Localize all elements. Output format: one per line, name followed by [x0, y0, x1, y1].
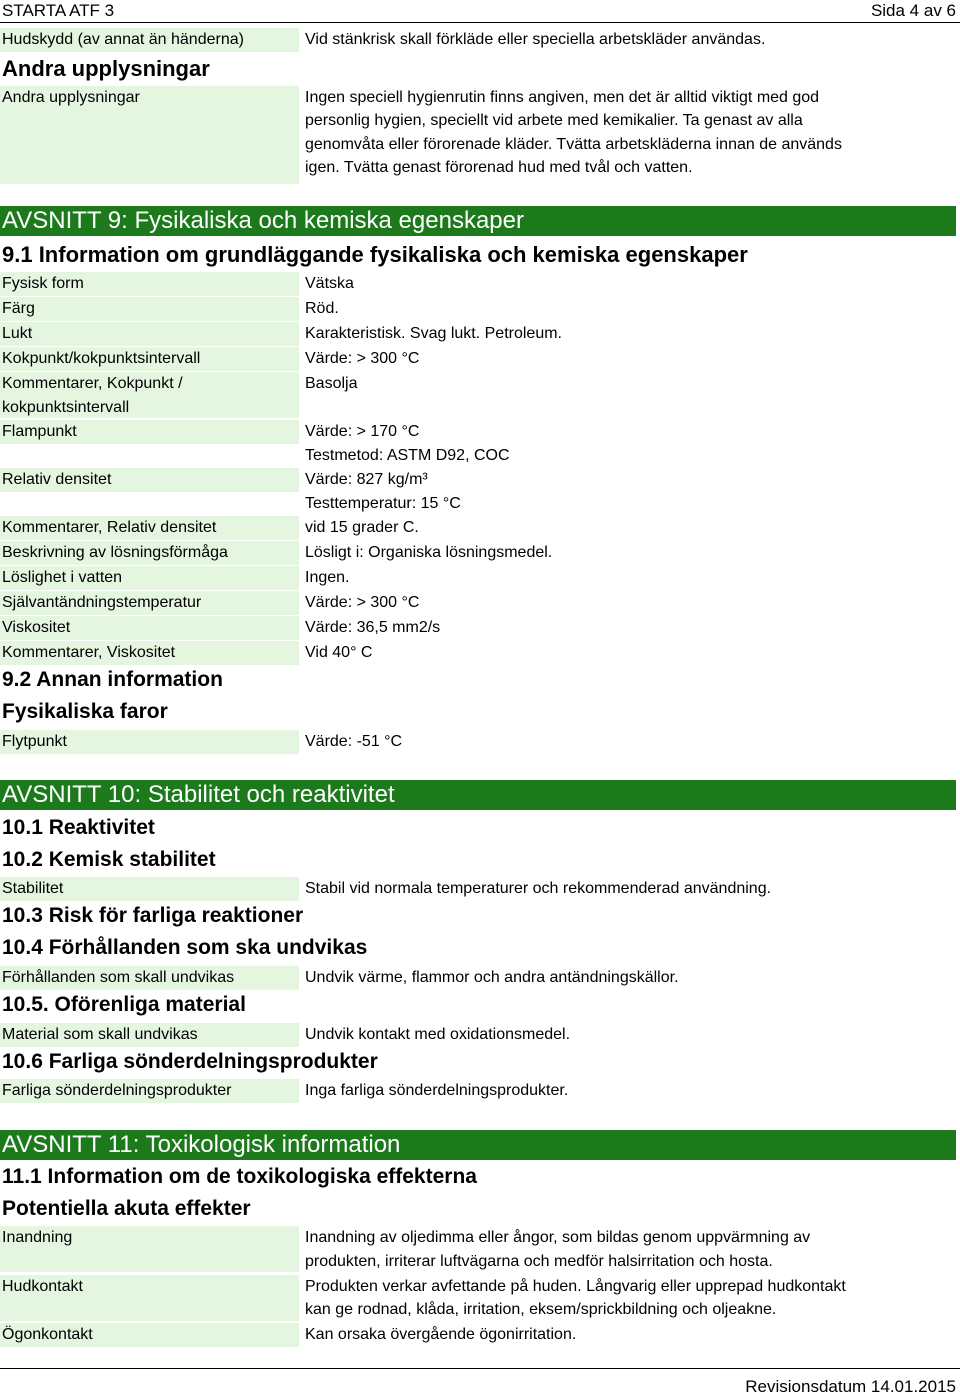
- label-losningsformaga: Beskrivning av lösningsförmåga: [0, 541, 299, 565]
- value-stabilitet: Stabil vid normala temperaturer och rekommenderad användning.: [305, 880, 772, 897]
- value-hudkontakt-line1: Produkten verkar avfettande på huden. Långvarig eller upprepad hudkontakt: [305, 1278, 846, 1295]
- value-andra-line-3: genomvåta eller förorenade kläder. Tvätta arbetskläderna innan de används: [305, 136, 842, 153]
- heading-11-1: 11.1 Information om de toxikologiska effekterna: [2, 1165, 477, 1188]
- value-andra-line-4: igen. Tvätta genast förorenad hud med tvål och vatten.: [305, 159, 693, 176]
- header-page-number: Sida 4 av 6: [870, 1, 956, 20]
- label-flytpunkt: Flytpunkt: [0, 730, 299, 754]
- footer-divider: [0, 1368, 960, 1369]
- label-andra-upplysningar: Andra upplysningar: [0, 86, 299, 184]
- value-flytpunkt: Värde: -51 °C: [305, 733, 403, 750]
- value-kommentarer-viskositet: Vid 40° C: [305, 644, 373, 661]
- heading-10-4: 10.4 Förhållanden som ska undvikas: [2, 936, 368, 959]
- label-relativ-densitet: Relativ densitet: [0, 468, 299, 492]
- value-hudkontakt-line2: kan ge rodnad, klåda, irritation, eksem/sprickbildning och oljeakne.: [305, 1301, 777, 1318]
- label-lukt: Lukt: [0, 322, 299, 346]
- value-forhallanden: Undvik värme, flammor och andra antändningskällor.: [305, 969, 679, 986]
- heading-andra-upplysningar: Andra upplysningar: [2, 56, 210, 81]
- value-hudskydd: Vid stänkrisk skall förkläde eller speciella arbetskläder användas.: [305, 31, 766, 48]
- label-hudkontakt: Hudkontakt: [0, 1275, 299, 1321]
- value-loslighet-vatten: Ingen.: [305, 569, 350, 586]
- heading-fysikaliska-faror: Fysikaliska faror: [2, 700, 168, 723]
- value-kommentarer-densitet: vid 15 grader C.: [305, 519, 419, 536]
- value-sjalvantandning: Värde: > 300 °C: [305, 594, 420, 611]
- value-inandning-line2: produkten, irriterar luftvägarna och medför halsirritation och hosta.: [305, 1253, 773, 1270]
- heading-9-1: 9.1 Information om grundläggande fysikaliska och kemiska egenskaper: [2, 242, 748, 267]
- label-farg: Färg: [0, 297, 299, 321]
- value-viskositet: Värde: 36,5 mm2/s: [305, 619, 441, 636]
- heading-10-6: 10.6 Farliga sönderdelningsprodukter: [2, 1050, 378, 1073]
- heading-10-1: 10.1 Reaktivitet: [2, 816, 155, 839]
- label-kokpunkt: Kokpunkt/kokpunktsintervall: [0, 347, 299, 371]
- value-andra-line-2: personlig hygien, speciellt vid arbete med kemikalier. Ta genast av alla: [305, 112, 803, 129]
- heading-10-2: 10.2 Kemisk stabilitet: [2, 848, 216, 871]
- heading-10-3: 10.3 Risk för farliga reaktioner: [2, 904, 304, 927]
- label-flampunkt: Flampunkt: [0, 420, 299, 444]
- value-flampunkt: Värde: > 170 °C: [305, 423, 420, 440]
- label-kommentarer-densitet: Kommentarer, Relativ densitet: [0, 516, 299, 540]
- label-hudskydd: Hudskydd (av annat än händerna): [0, 28, 299, 52]
- label-kommentarer-kokpunkt-line1: Kommentarer, Kokpunkt /: [2, 375, 183, 392]
- label-viskositet: Viskositet: [0, 616, 299, 640]
- section-10-title: AVSNITT 10: Stabilitet och reaktivitet: [0, 780, 956, 810]
- footer-revision-date: Revisionsdatum 14.01.2015: [745, 1377, 956, 1396]
- label-loslighet-vatten: Löslighet i vatten: [0, 566, 299, 590]
- value-relativ-densitet: Värde: 827 kg/m³: [305, 471, 428, 488]
- value-lukt: Karakteristisk. Svag lukt. Petroleum.: [305, 325, 562, 342]
- label-forhallanden: Förhållanden som skall undvikas: [0, 966, 299, 990]
- header-doc-title: STARTA ATF 3: [2, 1, 115, 20]
- heading-9-2: 9.2 Annan information: [2, 668, 223, 691]
- label-kommentarer-kokpunkt-line2: kokpunktsintervall: [2, 399, 130, 416]
- value-flampunkt-testmetod: Testmetod: ASTM D92, COC: [305, 447, 510, 464]
- label-inandning: Inandning: [0, 1226, 299, 1272]
- value-andra-line-1: Ingen speciell hygienrutin finns angiven, men det är alltid viktigt med god: [305, 89, 820, 106]
- label-fysisk-form: Fysisk form: [0, 272, 299, 296]
- label-material: Material som skall undvikas: [0, 1023, 299, 1047]
- label-stabilitet: Stabilitet: [0, 877, 299, 901]
- value-material: Undvik kontakt med oxidationsmedel.: [305, 1026, 571, 1043]
- label-sjalvantandning: Självantändningstemperatur: [0, 591, 299, 615]
- value-farliga: Inga farliga sönderdelningsprodukter.: [305, 1082, 569, 1099]
- value-fysisk-form: Vätska: [305, 275, 354, 292]
- value-inandning-line1: Inandning av oljedimma eller ångor, som bildas genom uppvärmning av: [305, 1229, 811, 1246]
- heading-10-5: 10.5. Oförenliga material: [2, 993, 246, 1016]
- label-kommentarer-kokpunkt: [0, 372, 299, 418]
- label-farliga: Farliga sönderdelningsprodukter: [0, 1079, 299, 1103]
- section-11-title: AVSNITT 11: Toxikologisk information: [0, 1130, 956, 1160]
- value-kokpunkt: Värde: > 300 °C: [305, 350, 420, 367]
- value-ogonkontakt: Kan orsaka övergående ögonirritation.: [305, 1326, 577, 1343]
- section-9-title: AVSNITT 9: Fysikaliska och kemiska egenskaper: [0, 206, 956, 236]
- value-kommentarer-kokpunkt: Basolja: [305, 375, 358, 392]
- value-farg: Röd.: [305, 300, 339, 317]
- heading-potentiella-akuta: Potentiella akuta effekter: [2, 1197, 251, 1220]
- header-divider: [0, 22, 960, 23]
- label-kommentarer-viskositet: Kommentarer, Viskositet: [0, 641, 299, 665]
- label-ogonkontakt: Ögonkontakt: [0, 1323, 299, 1347]
- value-losningsformaga: Lösligt i: Organiska lösningsmedel.: [305, 544, 553, 561]
- value-relativ-densitet-temp: Testtemperatur: 15 °C: [305, 495, 461, 512]
